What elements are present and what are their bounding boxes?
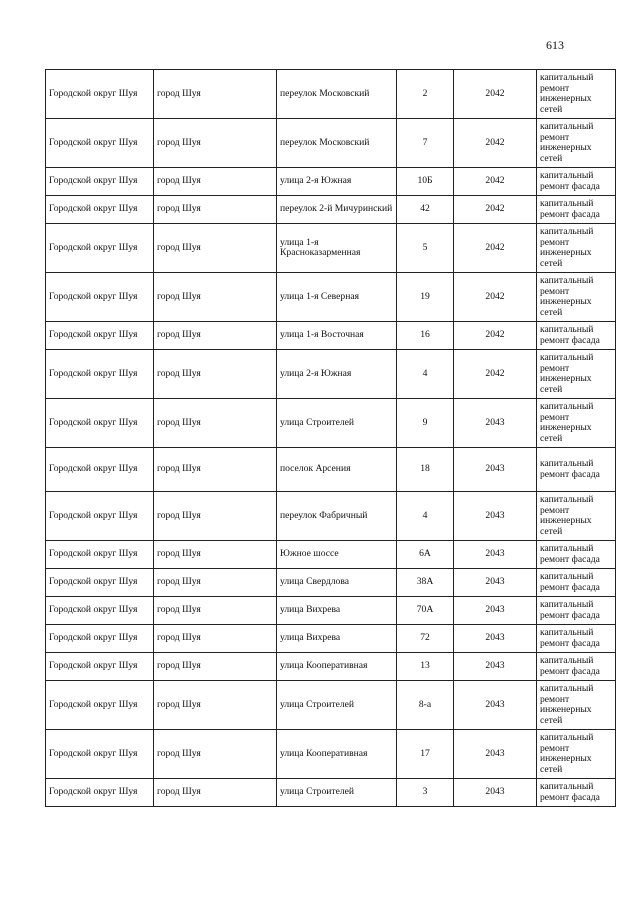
city-cell: город Шуя <box>154 681 277 730</box>
table-row <box>46 273 616 322</box>
work-type-cell: капитальный ремонт инженерных сетей <box>537 730 616 779</box>
street-cell: улица 2-я Южная <box>277 350 397 399</box>
table-row <box>46 350 616 399</box>
street-cell: поселок Арсения <box>277 448 397 492</box>
year-cell: 2042 <box>454 119 537 168</box>
work-type-cell: капитальный ремонт фасада <box>537 625 616 653</box>
year-cell: 2042 <box>454 350 537 399</box>
year-cell: 2043 <box>454 625 537 653</box>
city-cell: город Шуя <box>154 322 277 350</box>
okrug-cell: Городской округ Шуя <box>46 681 154 730</box>
city-cell: город Шуя <box>154 653 277 681</box>
street-cell: Южное шоссе <box>277 541 397 569</box>
city-cell: город Шуя <box>154 168 277 196</box>
city-cell: город Шуя <box>154 119 277 168</box>
street-cell: улица 1-я Северная <box>277 273 397 322</box>
year-cell: 2042 <box>454 70 537 119</box>
house-number-cell: 5 <box>397 224 454 273</box>
okrug-cell: Городской округ Шуя <box>46 224 154 273</box>
city-cell: город Шуя <box>154 273 277 322</box>
city-cell: город Шуя <box>154 597 277 625</box>
year-cell: 2043 <box>454 653 537 681</box>
year-cell: 2042 <box>454 168 537 196</box>
okrug-cell: Городской округ Шуя <box>46 322 154 350</box>
year-cell: 2043 <box>454 730 537 779</box>
table-row <box>46 730 616 779</box>
table-row <box>46 196 616 224</box>
table-row <box>46 653 616 681</box>
work-type-cell: капитальный ремонт фасада <box>537 322 616 350</box>
street-cell: улица Вихрева <box>277 625 397 653</box>
street-cell: улица 2-я Южная <box>277 168 397 196</box>
okrug-cell: Городской округ Шуя <box>46 119 154 168</box>
work-type-cell: капитальный ремонт инженерных сетей <box>537 70 616 119</box>
year-cell: 2042 <box>454 273 537 322</box>
year-cell: 2043 <box>454 492 537 541</box>
okrug-cell: Городской округ Шуя <box>46 569 154 597</box>
house-number-cell: 72 <box>397 625 454 653</box>
house-number-cell: 8-а <box>397 681 454 730</box>
table-row <box>46 569 616 597</box>
house-number-cell: 13 <box>397 653 454 681</box>
okrug-cell: Городской округ Шуя <box>46 70 154 119</box>
work-type-cell: капитальный ремонт инженерных сетей <box>537 681 616 730</box>
house-number-cell: 4 <box>397 492 454 541</box>
okrug-cell: Городской округ Шуя <box>46 730 154 779</box>
table-row <box>46 224 616 273</box>
house-number-cell: 4 <box>397 350 454 399</box>
work-type-cell: капитальный ремонт инженерных сетей <box>537 492 616 541</box>
street-cell: улица 1-я Красноказарменная <box>277 224 397 273</box>
house-number-cell: 38А <box>397 569 454 597</box>
street-cell: улица Свердлова <box>277 569 397 597</box>
house-number-cell: 16 <box>397 322 454 350</box>
house-number-cell: 17 <box>397 730 454 779</box>
street-cell: улица Кооперативная <box>277 730 397 779</box>
year-cell: 2043 <box>454 597 537 625</box>
table-row <box>46 597 616 625</box>
street-cell: переулок Московский <box>277 70 397 119</box>
okrug-cell: Городской округ Шуя <box>46 350 154 399</box>
work-type-cell: капитальный ремонт фасада <box>537 541 616 569</box>
okrug-cell: Городской округ Шуя <box>46 492 154 541</box>
table-row <box>46 625 616 653</box>
city-cell: город Шуя <box>154 730 277 779</box>
table-body <box>46 70 616 807</box>
street-cell: улица Строителей <box>277 779 397 807</box>
house-number-cell: 70А <box>397 597 454 625</box>
year-cell: 2043 <box>454 541 537 569</box>
work-type-cell: капитальный ремонт инженерных сетей <box>537 273 616 322</box>
house-number-cell: 7 <box>397 119 454 168</box>
year-cell: 2042 <box>454 322 537 350</box>
okrug-cell: Городской округ Шуя <box>46 168 154 196</box>
okrug-cell: Городской округ Шуя <box>46 399 154 448</box>
year-cell: 2043 <box>454 569 537 597</box>
year-cell: 2043 <box>454 779 537 807</box>
street-cell: улица Строителей <box>277 399 397 448</box>
street-cell: улица Строителей <box>277 681 397 730</box>
city-cell: город Шуя <box>154 70 277 119</box>
work-type-cell: капитальный ремонт фасада <box>537 448 616 492</box>
street-cell: улица 1-я Восточная <box>277 322 397 350</box>
house-number-cell: 18 <box>397 448 454 492</box>
work-type-cell: капитальный ремонт фасада <box>537 196 616 224</box>
city-cell: город Шуя <box>154 196 277 224</box>
okrug-cell: Городской округ Шуя <box>46 597 154 625</box>
okrug-cell: Городской округ Шуя <box>46 448 154 492</box>
city-cell: город Шуя <box>154 779 277 807</box>
table-row <box>46 541 616 569</box>
city-cell: город Шуя <box>154 399 277 448</box>
okrug-cell: Городской округ Шуя <box>46 196 154 224</box>
street-cell: переулок Московский <box>277 119 397 168</box>
year-cell: 2043 <box>454 681 537 730</box>
city-cell: город Шуя <box>154 350 277 399</box>
city-cell: город Шуя <box>154 448 277 492</box>
year-cell: 2043 <box>454 448 537 492</box>
table-row <box>46 399 616 448</box>
table-row <box>46 168 616 196</box>
year-cell: 2043 <box>454 399 537 448</box>
okrug-cell: Городской округ Шуя <box>46 273 154 322</box>
okrug-cell: Городской округ Шуя <box>46 625 154 653</box>
house-number-cell: 19 <box>397 273 454 322</box>
street-cell: переулок Фабричный <box>277 492 397 541</box>
work-type-cell: капитальный ремонт инженерных сетей <box>537 399 616 448</box>
year-cell: 2042 <box>454 224 537 273</box>
street-cell: улица Кооперативная <box>277 653 397 681</box>
house-number-cell: 42 <box>397 196 454 224</box>
work-type-cell: капитальный ремонт инженерных сетей <box>537 119 616 168</box>
table-row <box>46 492 616 541</box>
year-cell: 2042 <box>454 196 537 224</box>
house-number-cell: 2 <box>397 70 454 119</box>
work-type-cell: капитальный ремонт инженерных сетей <box>537 350 616 399</box>
house-number-cell: 6А <box>397 541 454 569</box>
city-cell: город Шуя <box>154 492 277 541</box>
table-row <box>46 779 616 807</box>
city-cell: город Шуя <box>154 541 277 569</box>
city-cell: город Шуя <box>154 625 277 653</box>
street-cell: улица Вихрева <box>277 597 397 625</box>
okrug-cell: Городской округ Шуя <box>46 541 154 569</box>
okrug-cell: Городской округ Шуя <box>46 779 154 807</box>
work-type-cell: капитальный ремонт инженерных сетей <box>537 224 616 273</box>
table-row <box>46 448 616 492</box>
work-type-cell: капитальный ремонт фасада <box>537 168 616 196</box>
repair-schedule-table <box>45 69 616 807</box>
page-number: 613 <box>546 38 564 52</box>
work-type-cell: капитальный ремонт фасада <box>537 569 616 597</box>
house-number-cell: 10Б <box>397 168 454 196</box>
city-cell: город Шуя <box>154 224 277 273</box>
okrug-cell: Городской округ Шуя <box>46 653 154 681</box>
work-type-cell: капитальный ремонт фасада <box>537 653 616 681</box>
house-number-cell: 9 <box>397 399 454 448</box>
table-row <box>46 119 616 168</box>
table-row <box>46 322 616 350</box>
table-row <box>46 681 616 730</box>
street-cell: переулок 2-й Мичуринский <box>277 196 397 224</box>
work-type-cell: капитальный ремонт фасада <box>537 779 616 807</box>
table-row <box>46 70 616 119</box>
work-type-cell: капитальный ремонт фасада <box>537 597 616 625</box>
city-cell: город Шуя <box>154 569 277 597</box>
house-number-cell: 3 <box>397 779 454 807</box>
